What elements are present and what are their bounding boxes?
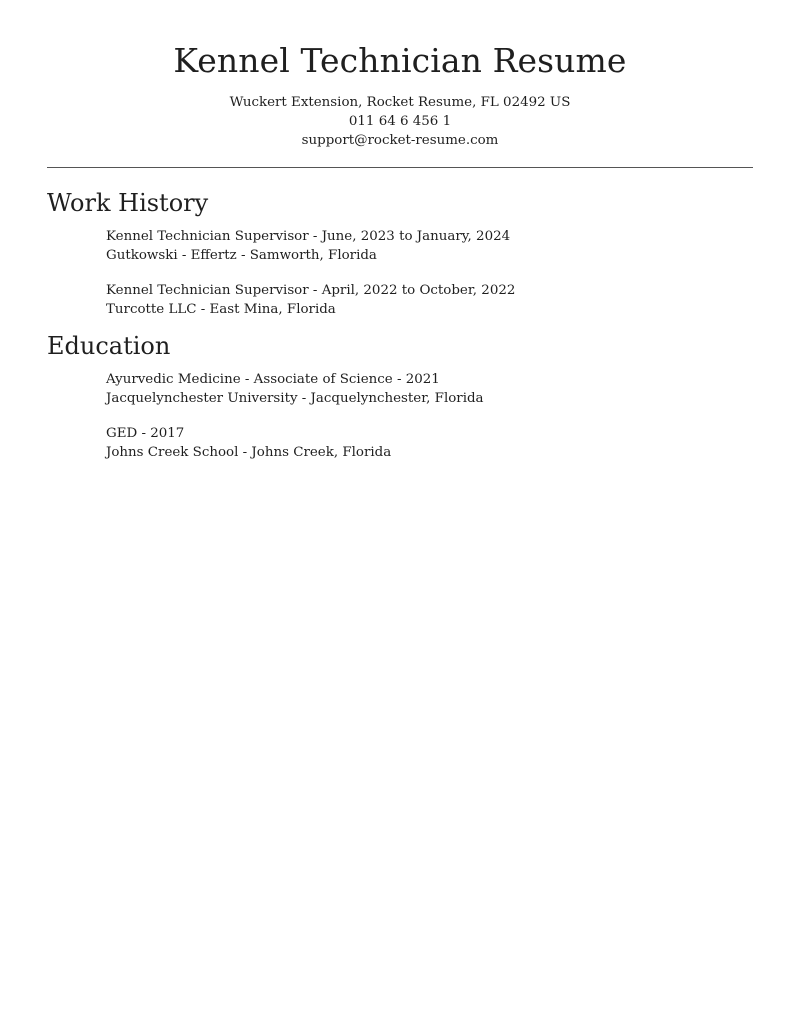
work-entry-employer: Gutkowski - Effertz - Samworth, Florida (106, 248, 377, 263)
work-entry-role: Kennel Technician Supervisor - April, 2022 to October, 2022 (106, 283, 516, 298)
work-entry-role: Kennel Technician Supervisor - June, 2023 to January, 2024 (106, 229, 511, 244)
contact-phone: 011 64 6 456 1 (348, 114, 452, 129)
education-entry-school: Jacquelynchester University - Jacquelynchester, Florida (106, 391, 484, 406)
work-entry (106, 281, 515, 319)
work-entry (106, 227, 510, 265)
education-entry-school: Johns Creek School - Johns Creek, Florida (106, 445, 392, 460)
header-divider (47, 167, 753, 168)
work-entry-employer: Turcotte LLC - East Mina, Florida (106, 302, 336, 317)
resume-header (47, 38, 753, 150)
contact-info (47, 93, 753, 150)
education-entry (106, 424, 391, 462)
contact-address: Wuckert Extension, Rocket Resume, FL 02492 US (229, 95, 571, 110)
contact-email: support@rocket-resume.com (301, 133, 499, 148)
education-entry-degree: GED - 2017 (106, 426, 185, 441)
education-entry (106, 370, 484, 408)
resume-title: Kennel Technician Resume (173, 41, 627, 80)
education-heading: Education (47, 332, 171, 360)
education-entry-degree: Ayurvedic Medicine - Associate of Science - 2021 (106, 372, 440, 387)
work-history-heading: Work History (47, 189, 209, 217)
